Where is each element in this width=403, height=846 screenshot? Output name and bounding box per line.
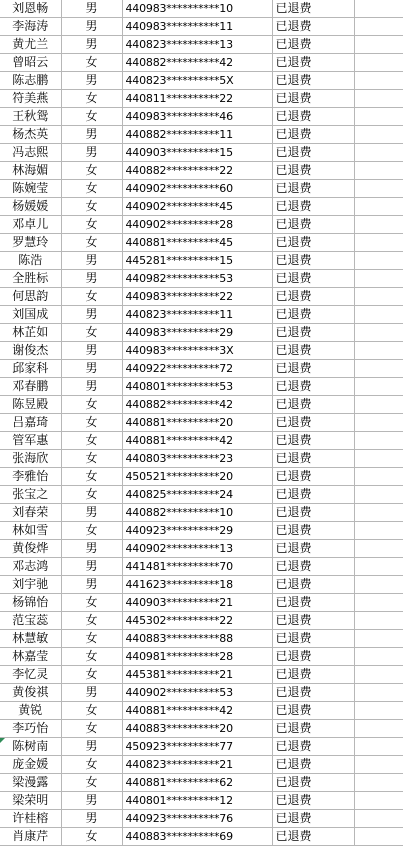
- id-number-cell[interactable]: 440881**********62: [122, 774, 272, 792]
- empty-cell[interactable]: [354, 144, 403, 162]
- name-cell[interactable]: 林慧敏: [0, 630, 61, 648]
- table-row: [0, 486, 403, 504]
- gender-cell[interactable]: 女: [61, 198, 122, 216]
- empty-cell[interactable]: [354, 504, 403, 522]
- table-row: [0, 414, 403, 432]
- empty-cell[interactable]: [354, 54, 403, 72]
- id-number-cell[interactable]: 440881**********42: [122, 432, 272, 450]
- name-cell[interactable]: 王秋鸳: [0, 108, 61, 126]
- status-cell[interactable]: 已退费: [272, 702, 354, 720]
- empty-cell[interactable]: [354, 342, 403, 360]
- gender-cell[interactable]: 女: [61, 648, 122, 666]
- gender-cell[interactable]: 女: [61, 828, 122, 846]
- status-cell[interactable]: 已退费: [272, 108, 354, 126]
- table-row: [0, 198, 403, 216]
- gender-cell[interactable]: 男: [61, 576, 122, 594]
- status-cell[interactable]: 已退费: [272, 360, 354, 378]
- table-row: [0, 342, 403, 360]
- empty-cell[interactable]: [354, 324, 403, 342]
- gender-cell[interactable]: 男: [61, 126, 122, 144]
- id-number-cell[interactable]: 440883**********69: [122, 828, 272, 846]
- status-cell[interactable]: 已退费: [272, 432, 354, 450]
- empty-cell[interactable]: [354, 36, 403, 54]
- status-cell[interactable]: 已退费: [272, 486, 354, 504]
- status-cell[interactable]: 已退费: [272, 252, 354, 270]
- table-row: [0, 756, 403, 774]
- table-row: [0, 648, 403, 666]
- gender-cell[interactable]: 女: [61, 774, 122, 792]
- gender-cell[interactable]: 男: [61, 378, 122, 396]
- gender-cell[interactable]: 女: [61, 450, 122, 468]
- empty-cell[interactable]: [354, 252, 403, 270]
- empty-cell[interactable]: [354, 540, 403, 558]
- table-row: [0, 828, 403, 846]
- id-number-cell[interactable]: 440902**********60: [122, 180, 272, 198]
- table-row: [0, 180, 403, 198]
- status-cell[interactable]: 已退费: [272, 18, 354, 36]
- gender-cell[interactable]: 男: [61, 738, 122, 756]
- name-cell[interactable]: 林芷如: [0, 324, 61, 342]
- empty-cell[interactable]: [354, 288, 403, 306]
- empty-cell[interactable]: [354, 90, 403, 108]
- name-cell[interactable]: 何思韵: [0, 288, 61, 306]
- table-row: [0, 504, 403, 522]
- name-cell[interactable]: 黄俊祺: [0, 684, 61, 702]
- empty-cell[interactable]: [354, 360, 403, 378]
- status-cell[interactable]: 已退费: [272, 396, 354, 414]
- name-cell[interactable]: 张宝之: [0, 486, 61, 504]
- name-cell[interactable]: 张海欣: [0, 450, 61, 468]
- gender-cell[interactable]: 男: [61, 342, 122, 360]
- status-cell[interactable]: 已退费: [272, 126, 354, 144]
- name-cell[interactable]: 杨杰英: [0, 126, 61, 144]
- name-cell[interactable]: 陈浩: [0, 252, 61, 270]
- id-number-cell[interactable]: 440903**********15: [122, 144, 272, 162]
- status-cell[interactable]: 已退费: [272, 270, 354, 288]
- table-row: [0, 594, 403, 612]
- name-cell[interactable]: 林嘉莹: [0, 648, 61, 666]
- status-cell[interactable]: 已退费: [272, 90, 354, 108]
- table-row: [0, 432, 403, 450]
- table-row: [0, 792, 403, 810]
- status-cell[interactable]: 已退费: [272, 558, 354, 576]
- name-cell[interactable]: 邓卓儿: [0, 216, 61, 234]
- status-cell[interactable]: 已退费: [272, 216, 354, 234]
- empty-cell[interactable]: [354, 270, 403, 288]
- id-number-cell[interactable]: 440882**********11: [122, 126, 272, 144]
- id-number-cell[interactable]: 440881**********42: [122, 702, 272, 720]
- status-cell[interactable]: 已退费: [272, 342, 354, 360]
- status-cell[interactable]: 已退费: [272, 234, 354, 252]
- name-cell[interactable]: 陈婉莹: [0, 180, 61, 198]
- gender-cell[interactable]: 女: [61, 612, 122, 630]
- name-cell[interactable]: 林如雪: [0, 522, 61, 540]
- name-cell[interactable]: 邱家科: [0, 360, 61, 378]
- status-cell[interactable]: 已退费: [272, 162, 354, 180]
- status-cell[interactable]: 已退费: [272, 720, 354, 738]
- status-cell[interactable]: 已退费: [272, 684, 354, 702]
- id-number-cell[interactable]: 440883**********20: [122, 720, 272, 738]
- name-cell[interactable]: 李忆灵: [0, 666, 61, 684]
- status-cell[interactable]: 已退费: [272, 54, 354, 72]
- empty-cell[interactable]: [354, 774, 403, 792]
- id-number-cell[interactable]: 440882**********42: [122, 54, 272, 72]
- empty-cell[interactable]: [354, 612, 403, 630]
- id-number-cell[interactable]: 440902**********13: [122, 540, 272, 558]
- empty-cell[interactable]: [354, 450, 403, 468]
- table-row: [0, 774, 403, 792]
- empty-cell[interactable]: [354, 684, 403, 702]
- empty-cell[interactable]: [354, 522, 403, 540]
- table-row: [0, 90, 403, 108]
- empty-cell[interactable]: [354, 0, 403, 18]
- empty-cell[interactable]: [354, 432, 403, 450]
- id-number-cell[interactable]: 440983**********11: [122, 18, 272, 36]
- gender-cell[interactable]: 女: [61, 108, 122, 126]
- name-cell[interactable]: 李海涛: [0, 18, 61, 36]
- name-cell[interactable]: 吕嘉琦: [0, 414, 61, 432]
- id-number-cell[interactable]: 440922**********72: [122, 360, 272, 378]
- status-cell[interactable]: 已退费: [272, 306, 354, 324]
- table-row: [0, 558, 403, 576]
- status-cell[interactable]: 已退费: [272, 324, 354, 342]
- id-number-cell[interactable]: 440923**********76: [122, 810, 272, 828]
- table-row: [0, 468, 403, 486]
- table-row: [0, 666, 403, 684]
- name-cell[interactable]: 杨媛媛: [0, 198, 61, 216]
- id-number-cell[interactable]: 450521**********20: [122, 468, 272, 486]
- status-cell[interactable]: 已退费: [272, 378, 354, 396]
- id-number-cell[interactable]: 440801**********53: [122, 378, 272, 396]
- gender-cell[interactable]: 女: [61, 414, 122, 432]
- table-row: [0, 252, 403, 270]
- empty-cell[interactable]: [354, 180, 403, 198]
- name-cell[interactable]: 黄锐: [0, 702, 61, 720]
- name-cell[interactable]: 符美燕: [0, 90, 61, 108]
- status-cell[interactable]: 已退费: [272, 666, 354, 684]
- gender-cell[interactable]: 女: [61, 432, 122, 450]
- id-number-cell[interactable]: 440881**********45: [122, 234, 272, 252]
- gender-cell[interactable]: 男: [61, 252, 122, 270]
- id-number-cell[interactable]: 445281**********15: [122, 252, 272, 270]
- name-cell[interactable]: 管军惠: [0, 432, 61, 450]
- gender-cell[interactable]: 女: [61, 54, 122, 72]
- gender-cell[interactable]: 男: [61, 684, 122, 702]
- gender-cell[interactable]: 女: [61, 90, 122, 108]
- empty-cell[interactable]: [354, 576, 403, 594]
- gender-cell[interactable]: 女: [61, 720, 122, 738]
- gender-cell[interactable]: 女: [61, 396, 122, 414]
- empty-cell[interactable]: [354, 810, 403, 828]
- id-number-cell[interactable]: 440882**********42: [122, 396, 272, 414]
- name-cell[interactable]: 许桂榕: [0, 810, 61, 828]
- table-row: [0, 234, 403, 252]
- id-number-cell[interactable]: 440902**********53: [122, 684, 272, 702]
- status-cell[interactable]: 已退费: [272, 522, 354, 540]
- id-number-cell[interactable]: 440902**********45: [122, 198, 272, 216]
- empty-cell[interactable]: [354, 594, 403, 612]
- status-cell[interactable]: 已退费: [272, 72, 354, 90]
- table-row: [0, 702, 403, 720]
- table-row: [0, 270, 403, 288]
- empty-cell[interactable]: [354, 414, 403, 432]
- id-number-cell[interactable]: 440881**********20: [122, 414, 272, 432]
- table-row: [0, 18, 403, 36]
- id-number-cell[interactable]: 440983**********46: [122, 108, 272, 126]
- empty-cell[interactable]: [354, 378, 403, 396]
- id-number-cell[interactable]: 440983**********22: [122, 288, 272, 306]
- name-cell[interactable]: 刘春荣: [0, 504, 61, 522]
- empty-cell[interactable]: [354, 558, 403, 576]
- status-cell[interactable]: 已退费: [272, 414, 354, 432]
- gender-cell[interactable]: 男: [61, 270, 122, 288]
- id-number-cell[interactable]: 441481**********70: [122, 558, 272, 576]
- name-cell[interactable]: 全胜标: [0, 270, 61, 288]
- empty-cell[interactable]: [354, 72, 403, 90]
- id-number-cell[interactable]: 440923**********29: [122, 522, 272, 540]
- empty-cell[interactable]: [354, 486, 403, 504]
- id-number-cell[interactable]: 440903**********21: [122, 594, 272, 612]
- gender-cell[interactable]: 男: [61, 0, 122, 18]
- empty-cell[interactable]: [354, 702, 403, 720]
- gender-cell[interactable]: 女: [61, 594, 122, 612]
- gender-cell[interactable]: 男: [61, 36, 122, 54]
- gender-cell[interactable]: 女: [61, 216, 122, 234]
- table-row: [0, 720, 403, 738]
- status-cell[interactable]: 已退费: [272, 36, 354, 54]
- name-cell[interactable]: 李巧怡: [0, 720, 61, 738]
- gender-cell[interactable]: 女: [61, 288, 122, 306]
- name-cell[interactable]: 谢俊杰: [0, 342, 61, 360]
- table-row: [0, 144, 403, 162]
- table-row: [0, 126, 403, 144]
- id-number-cell[interactable]: 440902**********28: [122, 216, 272, 234]
- status-cell[interactable]: 已退费: [272, 756, 354, 774]
- gender-cell[interactable]: 男: [61, 144, 122, 162]
- table-row: [0, 810, 403, 828]
- id-number-cell[interactable]: 440882**********10: [122, 504, 272, 522]
- table-row: [0, 450, 403, 468]
- gender-cell[interactable]: 女: [61, 486, 122, 504]
- status-cell[interactable]: 已退费: [272, 540, 354, 558]
- status-cell[interactable]: 已退费: [272, 144, 354, 162]
- gender-cell[interactable]: 女: [61, 702, 122, 720]
- table-row: [0, 288, 403, 306]
- id-number-cell[interactable]: 440983**********29: [122, 324, 272, 342]
- status-cell[interactable]: 已退费: [272, 792, 354, 810]
- gender-cell[interactable]: 女: [61, 666, 122, 684]
- table-row: [0, 630, 403, 648]
- name-cell[interactable]: 陈志鹏: [0, 72, 61, 90]
- empty-cell[interactable]: [354, 792, 403, 810]
- gender-cell[interactable]: 男: [61, 792, 122, 810]
- id-number-cell[interactable]: 440983**********3X: [122, 342, 272, 360]
- gender-cell[interactable]: 男: [61, 540, 122, 558]
- empty-cell[interactable]: [354, 738, 403, 756]
- id-number-cell[interactable]: 440811**********22: [122, 90, 272, 108]
- status-cell[interactable]: 已退费: [272, 612, 354, 630]
- name-cell[interactable]: 梁荣明: [0, 792, 61, 810]
- id-number-cell[interactable]: 440982**********53: [122, 270, 272, 288]
- empty-cell[interactable]: [354, 108, 403, 126]
- id-number-cell[interactable]: 440823**********13: [122, 36, 272, 54]
- empty-cell[interactable]: [354, 126, 403, 144]
- name-cell[interactable]: 冯志熙: [0, 144, 61, 162]
- gender-cell[interactable]: 男: [61, 810, 122, 828]
- name-cell[interactable]: 李雅怡: [0, 468, 61, 486]
- table-row: [0, 162, 403, 180]
- name-cell[interactable]: 刘恩畅: [0, 0, 61, 18]
- status-cell[interactable]: 已退费: [272, 810, 354, 828]
- table-row: [0, 0, 403, 18]
- status-cell[interactable]: 已退费: [272, 504, 354, 522]
- status-cell[interactable]: 已退费: [272, 180, 354, 198]
- id-number-cell[interactable]: 440883**********88: [122, 630, 272, 648]
- status-cell[interactable]: 已退费: [272, 576, 354, 594]
- empty-cell[interactable]: [354, 630, 403, 648]
- gender-cell[interactable]: 女: [61, 522, 122, 540]
- table-row: [0, 324, 403, 342]
- gender-cell[interactable]: 男: [61, 72, 122, 90]
- name-cell[interactable]: 邓志鸿: [0, 558, 61, 576]
- status-cell[interactable]: 已退费: [272, 0, 354, 18]
- empty-cell[interactable]: [354, 468, 403, 486]
- gender-cell[interactable]: 男: [61, 558, 122, 576]
- gender-cell[interactable]: 男: [61, 360, 122, 378]
- empty-cell[interactable]: [354, 648, 403, 666]
- name-cell[interactable]: 肖康芹: [0, 828, 61, 846]
- name-cell[interactable]: 邓春鹏: [0, 378, 61, 396]
- id-number-cell[interactable]: 440823**********21: [122, 756, 272, 774]
- table-row: [0, 54, 403, 72]
- empty-cell[interactable]: [354, 666, 403, 684]
- empty-cell[interactable]: [354, 828, 403, 846]
- empty-cell[interactable]: [354, 198, 403, 216]
- status-cell[interactable]: 已退费: [272, 450, 354, 468]
- table-row: [0, 540, 403, 558]
- id-number-cell[interactable]: 440981**********28: [122, 648, 272, 666]
- table-row: [0, 360, 403, 378]
- name-cell[interactable]: 梁漫露: [0, 774, 61, 792]
- table-row: [0, 576, 403, 594]
- id-number-cell[interactable]: 445381**********21: [122, 666, 272, 684]
- table-row: [0, 684, 403, 702]
- status-cell[interactable]: 已退费: [272, 774, 354, 792]
- name-cell[interactable]: 刘国成: [0, 306, 61, 324]
- status-cell[interactable]: 已退费: [272, 468, 354, 486]
- status-cell[interactable]: 已退费: [272, 288, 354, 306]
- gender-cell[interactable]: 女: [61, 162, 122, 180]
- empty-cell[interactable]: [354, 306, 403, 324]
- status-cell[interactable]: 已退费: [272, 198, 354, 216]
- table-row: [0, 612, 403, 630]
- empty-cell[interactable]: [354, 234, 403, 252]
- status-cell[interactable]: 已退费: [272, 594, 354, 612]
- gender-cell[interactable]: 男: [61, 18, 122, 36]
- table-row: [0, 378, 403, 396]
- empty-cell[interactable]: [354, 756, 403, 774]
- empty-cell[interactable]: [354, 18, 403, 36]
- name-cell[interactable]: 庞金媛: [0, 756, 61, 774]
- name-cell[interactable]: 陈昱殿: [0, 396, 61, 414]
- gender-cell[interactable]: 女: [61, 234, 122, 252]
- id-number-cell[interactable]: 440803**********23: [122, 450, 272, 468]
- table-row: [0, 396, 403, 414]
- table-row: [0, 216, 403, 234]
- id-number-cell[interactable]: 440983**********10: [122, 0, 272, 18]
- gender-cell[interactable]: 女: [61, 324, 122, 342]
- name-cell[interactable]: 罗慧玲: [0, 234, 61, 252]
- id-number-cell[interactable]: 440823**********5X: [122, 72, 272, 90]
- empty-cell[interactable]: [354, 216, 403, 234]
- status-cell[interactable]: 已退费: [272, 738, 354, 756]
- name-cell[interactable]: 黄尤兰: [0, 36, 61, 54]
- name-cell[interactable]: 黄俊烨: [0, 540, 61, 558]
- id-number-cell[interactable]: 440823**********11: [122, 306, 272, 324]
- table-row: [0, 522, 403, 540]
- empty-cell[interactable]: [354, 720, 403, 738]
- status-cell[interactable]: 已退费: [272, 648, 354, 666]
- id-number-cell[interactable]: 450923**********77: [122, 738, 272, 756]
- id-number-cell[interactable]: 440882**********22: [122, 162, 272, 180]
- gender-cell[interactable]: 女: [61, 630, 122, 648]
- gender-cell[interactable]: 女: [61, 180, 122, 198]
- gender-cell[interactable]: 女: [61, 756, 122, 774]
- id-number-cell[interactable]: 441623**********18: [122, 576, 272, 594]
- name-cell[interactable]: 林海媚: [0, 162, 61, 180]
- gender-cell[interactable]: 女: [61, 468, 122, 486]
- name-cell[interactable]: 范宝蕊: [0, 612, 61, 630]
- table-row: [0, 306, 403, 324]
- status-cell[interactable]: 已退费: [272, 828, 354, 846]
- table-row: [0, 738, 403, 756]
- name-cell[interactable]: 杨锦怡: [0, 594, 61, 612]
- gender-cell[interactable]: 男: [61, 306, 122, 324]
- empty-cell[interactable]: [354, 162, 403, 180]
- table-row: [0, 72, 403, 90]
- empty-cell[interactable]: [354, 396, 403, 414]
- name-cell[interactable]: 曾昭云: [0, 54, 61, 72]
- gender-cell[interactable]: 男: [61, 504, 122, 522]
- id-number-cell[interactable]: 440801**********12: [122, 792, 272, 810]
- id-number-cell[interactable]: 440825**********24: [122, 486, 272, 504]
- name-cell[interactable]: 刘宇驰: [0, 576, 61, 594]
- id-number-cell[interactable]: 445302**********22: [122, 612, 272, 630]
- status-cell[interactable]: 已退费: [272, 630, 354, 648]
- table-row: [0, 108, 403, 126]
- name-cell[interactable]: 陈树南: [0, 738, 61, 756]
- table-row: [0, 36, 403, 54]
